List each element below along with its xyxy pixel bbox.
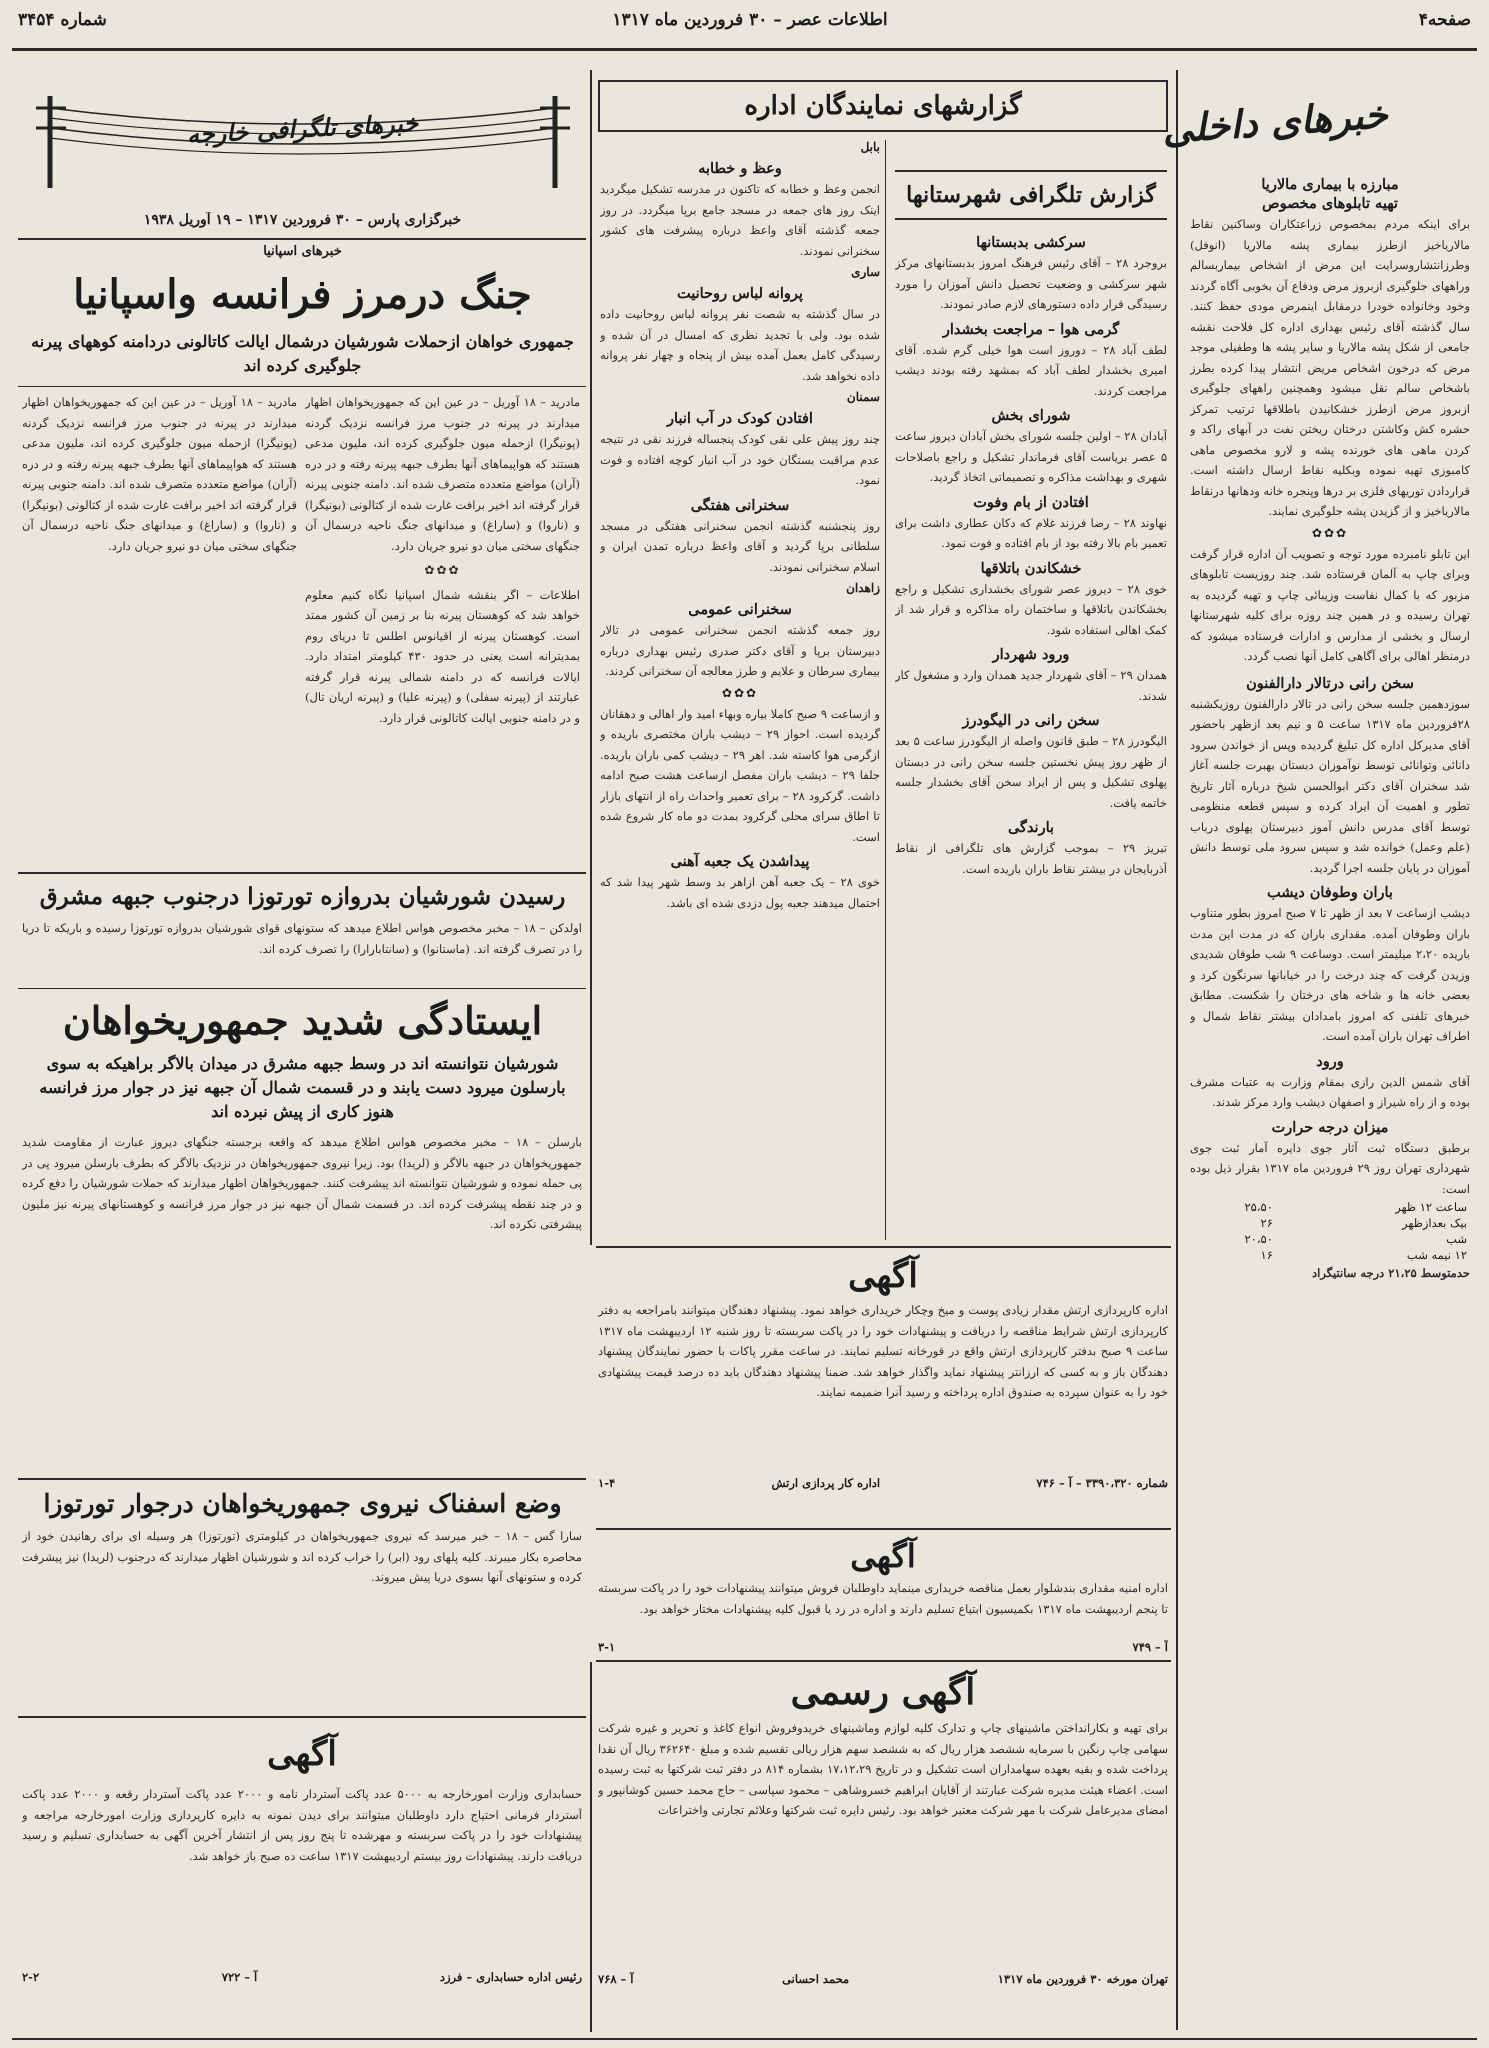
temp-footer: حدمتوسط ۲۱،۲۵ درجه سانتیگراد bbox=[1312, 1266, 1470, 1280]
place-label: ساری bbox=[851, 265, 880, 279]
representatives-header bbox=[598, 80, 1168, 132]
rep-item-head: سخنرانی هفتگی bbox=[690, 496, 790, 514]
rep-item-head: پروانه لباس روحانیت bbox=[677, 285, 803, 302]
ads-rule bbox=[596, 1246, 1171, 1248]
domestic-column bbox=[1190, 170, 1470, 2030]
ad-official bbox=[598, 1666, 1168, 2036]
ad-official-sign: محمد احسانی bbox=[782, 1972, 850, 1986]
ads-rule bbox=[596, 1528, 1171, 1530]
ad-army-sign: اداره کار پردازی ارتش bbox=[771, 1476, 881, 1490]
rule bbox=[18, 872, 586, 874]
subheadline-3: شورشیان نتوانسته اند در وسط جبهه مشرق در میدان بالاگر براهیکه به سوی بارسلون میرود دست یابند و در قسمت شمال آن جبهه نیز در جوار مرز فرانسه هنوز کاری از پیش نبرده اند bbox=[39, 1054, 566, 1121]
separator-stars: ✿✿✿ bbox=[1311, 525, 1349, 540]
rep-item-head: افتادن کودک در آب انبار bbox=[667, 410, 813, 427]
ad-foreign-ministry bbox=[22, 1724, 582, 2034]
article-2-text: اطلاعات – اگر بنقشه شمال اسپانیا نگاه کنیم معلوم خواهد شد که کوهستان پیرنه بنا بر زمین آن کشور ممتد است. کوهستان پیرنه از اقیانوس اطلس تا دریای روم بمدیترانه است یعنی در حدود ۴۳۰ کیلومتر امتداد دارد. ایالات فرانسه که در دامنه شمالی پیرنه قرار گرفته عبارتند از (پیرنه سفلی) و (پیرنه علیا) و (پیرنه اریان تال) و در دامنه جنوبی ایالت کاتالونی قرار دارد. bbox=[305, 587, 580, 725]
ad-foreign-ministry-title: آگهی bbox=[267, 1734, 337, 1774]
representatives-title: گزارشهای نمایندگان اداره bbox=[744, 91, 1022, 121]
malaria-subtitle: تهیه تابلوهای مخصوص bbox=[1262, 195, 1398, 212]
weather-text: دیشب ازساعت ۷ بعد از ظهر تا ۷ صبح امروز بطور متناوب باران وطوفان آمده. مقداری باران که در مدت این مدت باریده ۲،۲۰ میلیمتر است. دوساعت ۹ شب طوفان شدیدی وزیدن گرفت که چند درخت را در خیابانها سرنگون کرد و بعضی خانه ها و شاخه های درختان را شکست. مطابق خبرهای تلفنی که امروز بامدادان بیشتر نقاط شمال و اطراف تهران باران آمده است. bbox=[1190, 906, 1470, 1043]
telegraph-item: خشکاندن باتلاقها خوی ۲۸ – دیروز عصر شورای بخشداری تشکیل و راجع بخشکاندن باتلاقها و ساختمان راه مذاکره و قرار شد از کمک اهالی استفاده شود. bbox=[895, 559, 1167, 637]
telegraph-item: سرکشی بدبستانها بروجرد ۲۸ – آقای رئیس فرهنگ امروز بدبستانهای مرکز شهر سرکشی و وضعیت تحصیل دانش آموزان را مورد رسیدگی قرار داده دستورهای لازم صادر نمودند. bbox=[895, 234, 1167, 311]
column-rule bbox=[1176, 70, 1178, 2030]
telegraph-item: گرمی هوا – مراجعت بخشدار لطف آباد ۲۸ – دوروز است هوا خیلی گرم شده. آقای امیری بخشدار لطف آباد که بمشهد رفته بودند دیشب مراجعت کردند. bbox=[895, 320, 1167, 398]
subheadline-1: جمهوری خواهان ازحملات شورشیان درشمال ایالت کاتالونی دردامنه کوههای پیرنه جلوگیری کرده اند bbox=[31, 332, 574, 375]
table-row: ساعت ۱۲ ظهر ۲۵،۵۰ bbox=[1244, 1200, 1467, 1214]
ad-army-title: آگهی bbox=[848, 1256, 918, 1296]
telegraph-item: ورود شهردار همدان ۲۹ – آقای شهردار جدید همدان وارد و مشغول کار شدند. bbox=[895, 646, 1167, 703]
telegraph-item: بارندگی تبریز ۲۹ – بموجب گزارش های تلگرافی از نقاط آذربایجان در بیشتر نقاط باران باریده است. bbox=[895, 819, 1167, 876]
ad-gendarmerie-ref: آ – ۷۴۹ bbox=[1132, 1640, 1168, 1654]
agency-line: خبرگزاری پارس – ۳۰ فروردین ۱۳۱۷ – ۱۹ آوریل ۱۹۳۸ bbox=[143, 212, 462, 228]
temp-title: میزان درجه حرارت bbox=[1271, 1118, 1389, 1136]
representatives-column bbox=[600, 140, 880, 1240]
telegraph-item: سخن رانی در الیگودرز الیگودرز ۲۸ – طبق قانون واصله از الیگودرز ساعت ۵ بعد از ظهر روز پیش نخستین جلسه سخن رانی در دبستان پهلوی تشکیل و پس از ایراد سخن آقای بخشدار جلسه خاتمه یافت. bbox=[895, 712, 1167, 810]
rule bbox=[18, 386, 586, 387]
article-4: بارسلن – ۱۸ – مخبر مخصوص هواس اطلاع میدهد که واقعه برجسته جنگهای دیروز عبارت از مقاومت شدید جمهوریخواهان در جبهه بالاگر و (لریدا) بود. زیرا نیروی جمهوریخواهان در نزدیک بالاگر که بطرف بارسلن میرود پی در پی حمله نموده و شورشیان نتوانسته اند پیشرفت کنند. جمهوریخواهان اظهار میدارند که حملات شورشیان را دفع کرده و در چند نقطه پیشرفت کرده اند. در قسمت شمال آن جبهه نیز در جوار مرز فرانسه و کوهستانهای پیرنه نیز ملیون پیشرفتی نکرده اند. bbox=[22, 1135, 582, 1231]
table-row: شب ۲۰،۵۰ bbox=[1244, 1232, 1467, 1246]
telegraph-item: افتادن از بام وفوت نهاوند ۲۸ – رضا فرزند غلام که دکان عطاری داشت برای تعمیر بام بالا رفته بود از بام افتاده و فوت نمود. bbox=[895, 493, 1167, 550]
rep-item-head: وعظ و خطابه bbox=[698, 160, 782, 177]
rain-text: و ازساعت ۹ صبح کاملا بیاره وبهاء امید وار اهالی و دهقانان گردیده است. احواز ۲۹ – دیشب باران مختصری باریده و ازگرمی هوا کاسته شد. اهر ۲۹ – دیشب کمی باران باریده. جلفا ۲۹ – دیشب باران مفصل ازساعت هشت صبح ادامه داشت. گرکرود ۲۸ – برای تعمیر واحداث راه از انتهای بازار تا اطاق سرای محلی گرکرود بمدت دو ماه کار شروع شده است. bbox=[600, 706, 880, 844]
domestic-logo: خبرهای داخلی bbox=[1160, 91, 1390, 152]
ammo-text: خوی ۲۸ – یک جعبه آهن ازاهر بد وسط شهر پیدا شد که احتمال میدهند جعبه پول دزدی شده ای باشد. bbox=[600, 875, 880, 910]
ad-official-title: آگهی رسمی bbox=[790, 1671, 976, 1713]
separator-stars: ✿✿✿ bbox=[424, 563, 461, 577]
ad-foreign-ministry-ref: آ – ۷۲۲ bbox=[221, 1970, 258, 1984]
weather-title: باران وطوفان دیشب bbox=[1267, 884, 1393, 901]
article-1-text: مادرید – ۱۸ آوریل – در عین این که جمهوریخواهان اظهار میدارند در پیرنه در جنوب مرز فرانسه نزدیک گردنه (پونیگرا) ازحمله میون جلوگیری کرده اند، ملیون مدعی هستند که هواپیماهای آنها بطرف جبهه پیرنه رفته و در دره (آران) مواضع متعدده متصرف شده اند. دامنه جنوبی پیرنه قرار گرفته اند اخیر برافت غارت شده از کتالونی (بونیگرا) و (ناروا) و (ساراغ) و میدانهای جنگ ناحیه درسمال آن جنگهای سختی میان دو نیرو جریان دارد. bbox=[305, 395, 580, 553]
telegraph-column bbox=[895, 228, 1167, 1238]
column-rule bbox=[885, 140, 886, 1240]
ad-foreign-ministry-footer bbox=[22, 1970, 582, 1984]
arrival-title: ورود bbox=[1316, 1052, 1344, 1070]
temp-intro: برطبق دستگاه ثبت آثار جوی دایره آمار ثبت جوی شهرداری تهران روز ۲۹ فروردین ماه ۱۳۱۷ بقرار ذیل بوده است: bbox=[1190, 1140, 1470, 1196]
ad-foreign-ministry-sign: رئیس اداره حسابداری – فرزد bbox=[439, 1970, 582, 1984]
foreign-banner-title: خبرهای تلگرافی خارجه bbox=[186, 107, 419, 150]
dar-title: سخن رانی درتالار دارالفنون bbox=[1246, 674, 1414, 692]
place-label: زاهدان bbox=[846, 581, 880, 595]
ad-army bbox=[598, 1252, 1168, 1522]
ad-army-code: ۱-۴ bbox=[598, 1476, 616, 1490]
place-label: سمنان bbox=[846, 390, 880, 404]
ad-foreign-ministry-code: ۲-۲ bbox=[22, 1970, 40, 1984]
ad-foreign-ministry-text: حسابداری وزارت امورخارجه به ۵۰۰۰ عدد پاکت آستردار نامه و ۲۰۰۰ عدد پاکت آستردار رقعه و ۲۰۰۰ عدد پاکت آستردار فرمانی احتیاج دارد داوطلبان میتوانند برای دیدن نمونه به دایره کارپردازی وزارت امورخارجه مراجعه و پیشنهادات خود را در پاکت سربسته و مهرشده تا پنج روز پس از انتشار آخرین آگهی به حسابداری تسلیم و رسید دریافت دارند. پیشنهادات روز بیستم اردیبهشت ۱۳۱۷ ساعت ده صبح باز خواهد شد. bbox=[22, 1787, 582, 1863]
ammo-head: پیداشدن یک جعبه آهنی bbox=[670, 853, 810, 870]
ad-gendarmerie bbox=[598, 1534, 1168, 1654]
issue-number: شماره ۳۴۵۴ bbox=[18, 10, 107, 30]
article-1-continued bbox=[22, 392, 297, 862]
malaria-text-2: این تابلو نامبرده مورد توجه و تصویب آن اداره قرار گرفت وبرای چاپ به آلمان فرستاده شد. چند روزیست تابلوهای مزبور که با کمال نفاست وزیبائی چاپ و تهیه گردیده به تهران رسیده و در همین چند روزه برای کلیه شهرستانها ارسال و بخشی از مدارس و ادارات فرستاده میشود که درمنظر اهالی برای آگاهی کامل آنها نصب گردد. bbox=[1190, 546, 1470, 663]
dar-text: سوزدهمین جلسه سخن رانی در تالار دارالفنون روزیکشنبه ۲۸فروردین ماه ۱۳۱۷ ساعت ۵ و نیم بعد ازظهر باحضور آقای مدیرکل اداره کل تبلیغ گردیده وپس از خواندن سرود دانائی وتوانائی توسط نوآموزان دبستان بهبرت جلسه آغاز شد سخنران آقای دکتر ابوالحسن شیخ درباره آثار تاریخ تطور و اهمیت آن ایراد کرده و سپس قطعه منظومی توسط آقای مدرس دانش آموز دبیرستان پهلوی درباب (علم وعمل) خوانده شد و سپس سرود ملی توسط دانش آموزان در پایان جلسه اجرا گردید. bbox=[1190, 696, 1470, 875]
column-rule bbox=[590, 70, 592, 1245]
rep-item-head: سخنرانی عمومی bbox=[688, 601, 792, 618]
arrival-text: آقای شمس الدین رازی بمقام وزارت به عتبات مشرف بوده و از راه شیراز و اصفهان دیشب وارد مرکز شدند. bbox=[1190, 1074, 1470, 1109]
ad-army-ref: شماره ۳۳۹۰،۳۲۰ – آ – ۷۴۶ bbox=[1036, 1476, 1168, 1490]
rule bbox=[18, 1478, 586, 1480]
article-5: سارا گس – ۱۸ – خبر میرسد که نیروی جمهوریخواهان در کیلومتری (تورتوزا) هر وسیله ای برای رهانیدن خود از محاصره بکار میبرند. کلیه پلهای رود (ابر) را خراب کرده اند و شورشیان اظهار میدارند که درجنوب (لریدا) نیز پیشرفت کرده و ستونهای آنها بسوی دریا پیش میروند. bbox=[22, 1529, 582, 1584]
masthead-rule bbox=[12, 48, 1477, 51]
malaria-title: مبارزه با بیماری مالاریا bbox=[1261, 176, 1399, 193]
place-label: بابل bbox=[860, 140, 880, 154]
article-1-continued-text: مادرید – ۱۸ آوریل – در عین این که جمهوریخواهان اظهار میدارند در پیرنه در جنوب مرز فرانسه نزدیک گردنه (پونیگرا) ازحمله میون جلوگیری کرده اند، ملیون مدعی هستند که هواپیماهای آنها بطرف جبهه پیرنه رفته و در دره (آران) مواضع متعدده متصرف شده اند. دامنه جنوبی پیرنه قرار گرفته اند اخیر برافت غارت شده از کتالونی (بونیگرا) و (ناروا) و (ساراغ) و میدانهای جنگ ناحیه درسمال آن جنگهای سختی میان دو نیرو جریان دارد. bbox=[22, 395, 297, 553]
foreign-banner-box bbox=[30, 78, 575, 198]
rep-item-text: در سال گذشته به شصت نفر پروانه لباس روحانیت داده شده بود. ولی با تجدید نظری که امسال در آن شده و رسیدگی کامل بعمل آمده بیش از پنجاه و چهار نفر پروانه داده نخواهد شد. bbox=[600, 307, 880, 383]
ad-official-footer bbox=[598, 1972, 1168, 1986]
ad-gendarmerie-footer bbox=[598, 1640, 1168, 1654]
ad-army-footer bbox=[598, 1476, 1168, 1490]
headline-resistance: ایستادگی شدید جمهوریخواهان bbox=[62, 998, 543, 1043]
rep-item-text: انجمن وعظ و خطابه که تاکنون در مدرسه تشکیل میگردید اینک روز های جمعه در مسجد جامع برپا میگردد. در روز جمعه گذشته آقای واعظ درباره پیشرفت های کشور سخنرانی نمودند. bbox=[600, 182, 880, 258]
ad-gendarmerie-text: اداره امنیه مقداری بندشلوار بعمل مناقصه خریداری مینماید داوطلبان فروش میتوانند پیشنهادات خود را در پاکت سربسته تا پنجم اردیبهشت ماه ۱۳۱۷ بکمیسیون ابتیاع تسلیم دارند و اداره در رد یا قبول کلیه پیشنهادات مختار خواهد بود. bbox=[598, 1581, 1168, 1616]
agency-rule bbox=[18, 238, 586, 240]
ad-army-text: اداره کارپردازی ارتش مقدار زیادی پوست و میخ وچکار خریداری خواهد نمود. پیشنهاد دهندگان میتوانند بامراجعه به دفتر کارپردازی ارتش شرایط مناقصه را دریافت و پیشنهادات خود را در پاکت سربسته تا روز شنبه ۱۲ اردیبهشت ماه ۱۳۱۷ ساعت ۹ صبح بدفتر کارپردازی ارتش واقع در قورخانه تسلیم نمایند. در ساعت مقرر پاکات با حضور نمایندگان پیشنهاد دهندگان باز و به کسی که ارزانتر پیشنهاد نماید واگذار خواهد شد. ضمنا پیشنهاد دهندگان باید ده درصد قیمت پیشنهادی خود را به عنوان سپرده به صندوق اداره پرداخته و رسید آنرا ضمیمه نمایند. bbox=[598, 1303, 1168, 1399]
ad-official-ref: آ – ۷۶۸ bbox=[598, 1972, 634, 1986]
article-1 bbox=[305, 392, 580, 862]
telegraph-title: گزارش تلگرافی شهرستانها bbox=[906, 182, 1156, 208]
rule bbox=[18, 1716, 586, 1718]
headline-france-spain: جنگ درمرز فرانسه واسپانیا bbox=[73, 271, 532, 318]
bottom-rule bbox=[12, 2038, 1477, 2040]
headline-tortosa-situation: وضع اسفناک نیروی جمهوریخواهان درجوار تورتوزا bbox=[43, 1489, 562, 1518]
ad-official-date: تهران مورخه ۳۰ فروردین ماه ۱۳۱۷ bbox=[997, 1972, 1168, 1986]
ad-gendarmerie-title: آگهی bbox=[850, 1537, 916, 1575]
spain-label: خبرهای اسپانیا bbox=[263, 244, 342, 259]
rule bbox=[18, 988, 586, 989]
ad-gendarmerie-code: ۳-۱ bbox=[598, 1640, 616, 1654]
table-row: بیک بعدازظهر ۲۶ bbox=[1260, 1216, 1467, 1230]
rep-item-text: روز پنجشنبه گذشته انجمن سخنرانی هفتگی در مسجد سلطانی برپا گردید و آقای واعظ درباره تمدن ایران و اسلام سخنرانی نمودند. bbox=[600, 518, 880, 574]
temp-table bbox=[1190, 1199, 1470, 1263]
rep-item-text: روز جمعه گذشته انجمن سخنرانی عمومی در تالار دبیرستان برپا و آقای دکتر صدری رئیس بهداری درباره بیماری سرطان و علایم و طرز معالجه آن سخنرانی کردند. bbox=[600, 623, 880, 678]
separator-stars: ✿✿✿ bbox=[721, 685, 759, 700]
telegraph-header bbox=[895, 170, 1167, 220]
column-rule bbox=[590, 1662, 592, 2032]
rep-item-text: چند روز پیش علی نقی کودک پنجساله فرزند نقی در نتیجه عدم مراقبت بستگان خود در آب انبار کوچه افتاده و فوت نمود. bbox=[600, 432, 880, 487]
paper-date: اطلاعات عصر – ۳۰ فروردین ماه ۱۳۱۷ bbox=[612, 10, 888, 30]
ads-rule bbox=[596, 1660, 1171, 1662]
article-3: اولدکن – ۱۸ – مخبر مخصوص هواس اطلاع میدهد که ستونهای قوای شورشیان بدروازه تورتوزا رسیده و باریکه تا دریا را در تصرف گرفته اند. (ماستانوا) و (سانتابارارا) را تصرف کرده اند. bbox=[22, 921, 582, 956]
malaria-text: برای اینکه مردم بمخصوص زراعتکاران وساکنین نقاط مالاریاخیز ازطرز بیماری پشه مالاریا (انوفل) وطرزانتشاروسرایت این مرض از اشخاص بیماربسالم وراههای جلوگیری ازبروز مرض ودفاع آن بخوبی آگاه گردند وخود وخانواده خودرا درمقابل اینمرض مودی حفظ کنند. سال گذشته آقای رئیس بهداری اداره کل فلاحت نقشه جامعی از شکل پشه مالاریا و سایر پشه ها وطفیلی موجد مرض که درخون اشخاص مریض انتشار پیدا کرده بطرز باشخاص سالم نقل میشود وهمچنین راههای جلوگیری ازبروز مرض ازطرز خشکانیدن باطلاقها ترتیب تمرکز حشره کش وکاشتن درختان ریختن نفت در آبهای راکد و کردن ماهی های خورنده پشه و لارو مخصوص ماهی کامبوزی تهیه نموده وبکلیه نقاط ارسال داشته است. قراردادن توریهای فلزی بر درها وپنجره خانه ودهانها درنقاط مالاریاخیز و از گزیدن پشه جلوگیری نمایند. bbox=[1190, 217, 1470, 518]
ad-official-text: برای تهیه و بکارانداختن ماشینهای چاپ و تدارک کلیه لوازم وماشینهای خریدوفروش انواع کاغذ و تحریر و غیره شرکت سهامی چاپ رنگین با سرمایه ششصد هزار ریال که به ششصد سهم هزار ریالی تقسیم شده و مبلغ ۳۶۲۶۴۰ ریال آن نقدا پرداخت شده و بقیه بعهده سهامداران است تشکیل و در تاریخ ۱۷،۱۲،۲۹ بشماره ۸۱۴ در دفتر ثبت شرکتها به ثبت رسیده است. اعضاء هیئت مدیره شرکت عبارتند از آقایان ابراهیم خسروشاهی – محمود سپاسی – حاج محمد حسین کوشانپور و امضای مدیرعامل شرکت با مهر شرکت معتبر خواهد بود. رئیس دایره ثبت شرکتها وعلائم تجارتی واختراعات bbox=[598, 1721, 1168, 1817]
page-label: صفحه۴ bbox=[1418, 10, 1471, 30]
table-row: ۱۲ نیمه شب ۱۶ bbox=[1260, 1248, 1467, 1262]
telegraph-item: شورای بخش آبادان ۲۸ – اولین جلسه شورای بخش آبادان دیروز ساعت ۵ عصر بریاست آقای فرماندار تشکیل و راجع باصلاحات شهری و بهداشت مذاکره و تصمیماتی اتخاذ گردید. bbox=[895, 407, 1167, 484]
headline-tortosa: رسیدن شورشیان بدروازه تورتوزا درجنوب جبهه مشرق bbox=[39, 883, 566, 910]
